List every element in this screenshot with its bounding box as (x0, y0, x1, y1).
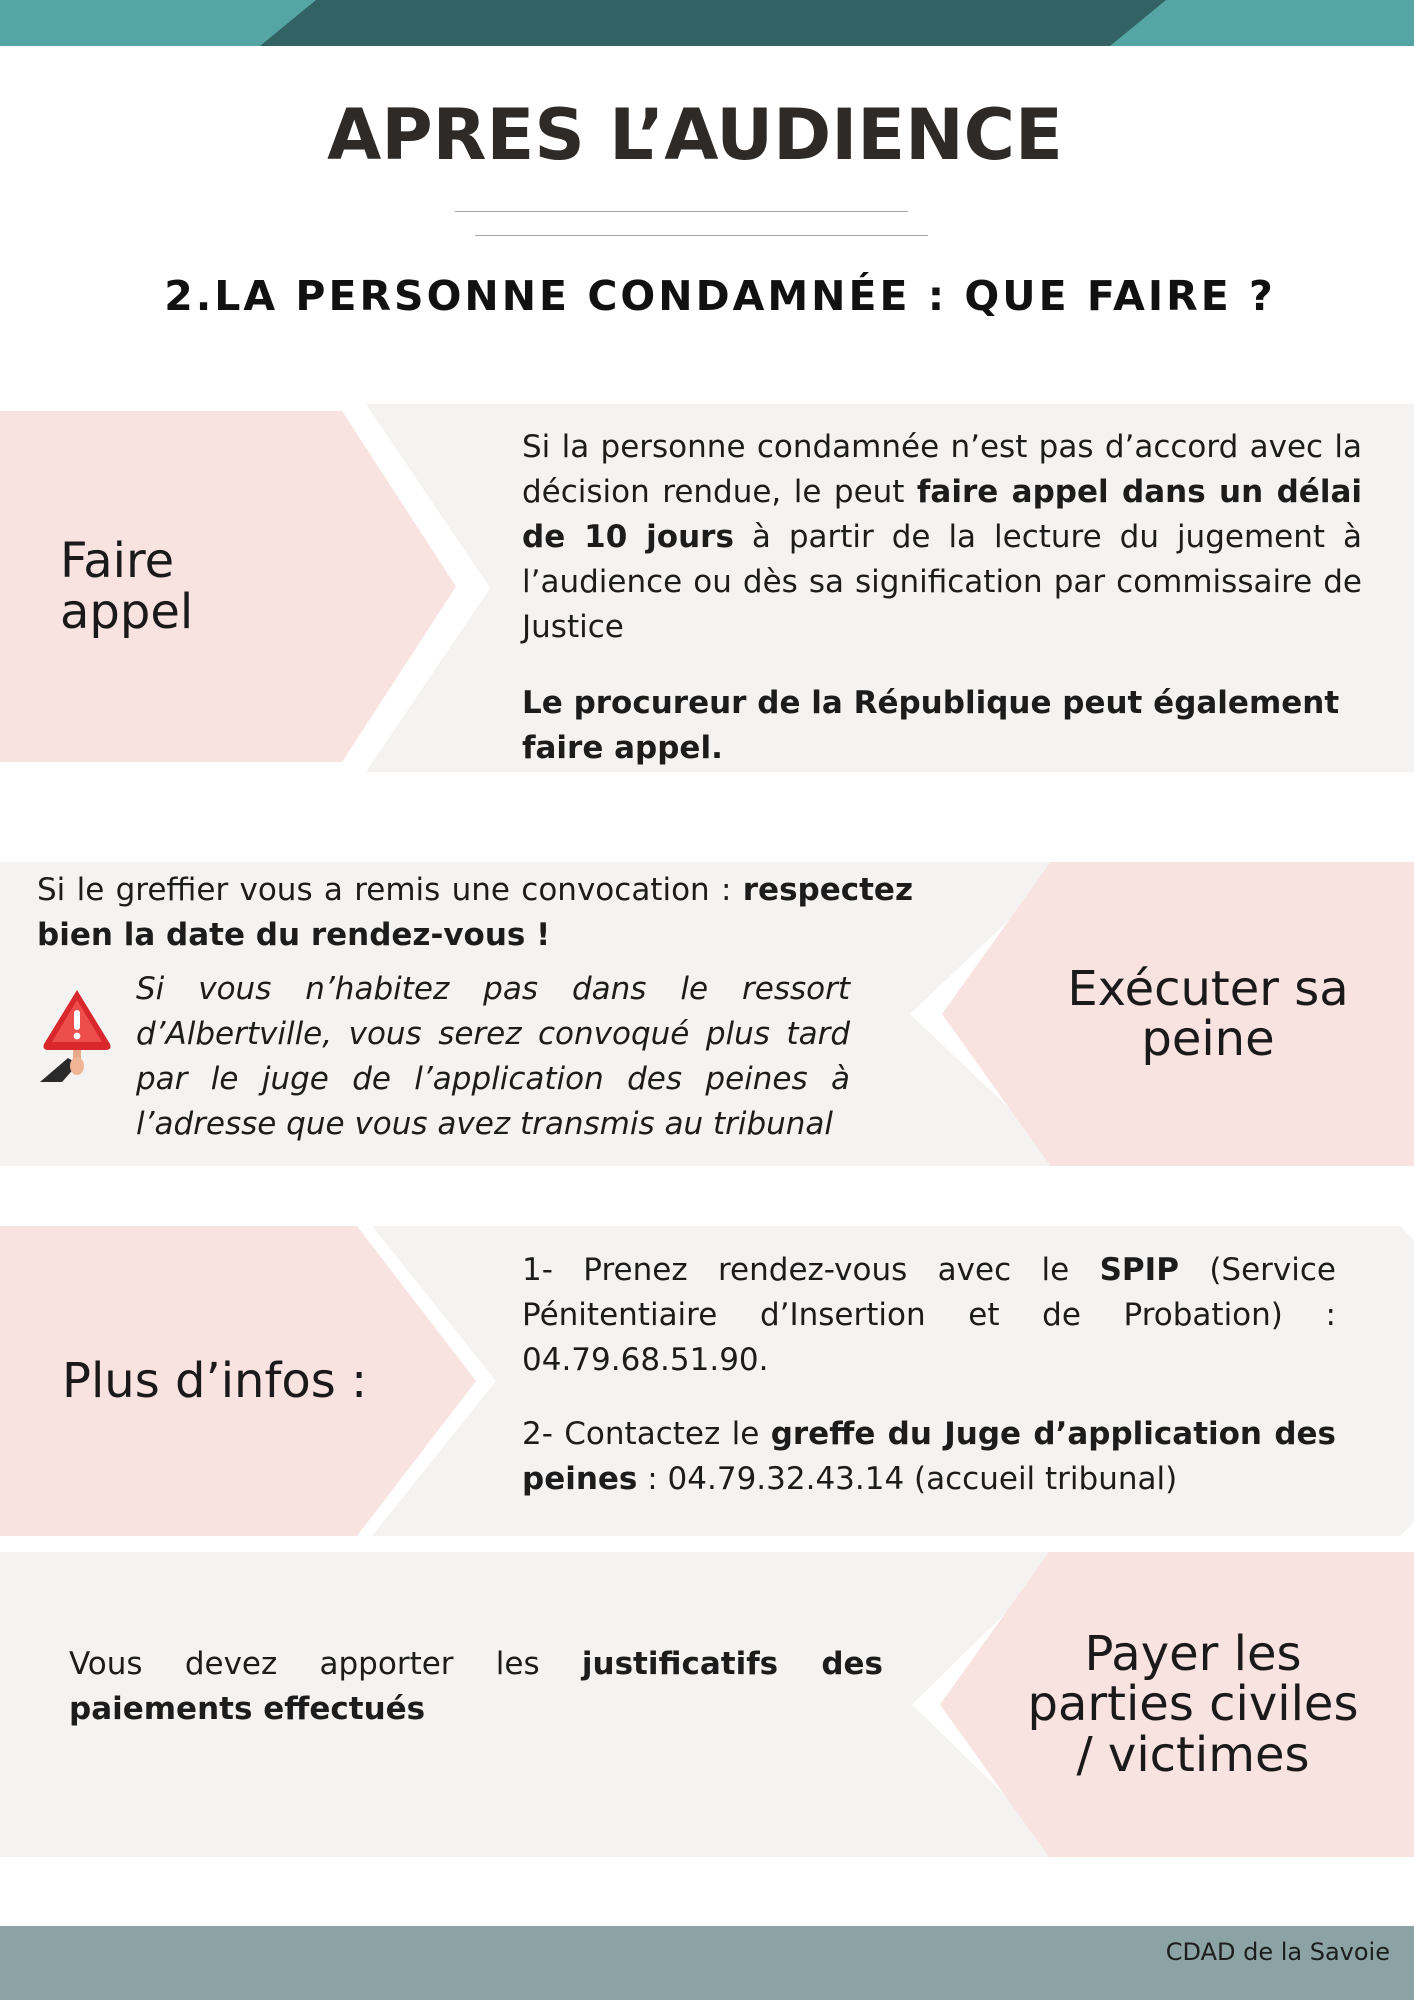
appeal-text-end: à partir de la lecture du jugement à l’audience ou dès sa signification par commissaire de Justice (522, 519, 1362, 645)
sentence-label: Exécuter sa peine (1067, 960, 1349, 1067)
spip-acronym: SPIP (1099, 1252, 1179, 1288)
payment-paragraph (69, 1642, 883, 1732)
payment-emphasis: justificatifs des paiements effectués (69, 1646, 883, 1727)
spip-text-start: 1- Prenez rendez-vous avec le (522, 1252, 1100, 1288)
page-subtitle: 2.LA PERSONNE CONDAMNÉE : QUE FAIRE ? (164, 272, 1276, 320)
footer-organization: CDAD de la Savoie (1165, 1938, 1390, 1966)
info-label: Plus d’infos : (62, 1352, 368, 1409)
warning-paragraph: Si vous n’habitez pas dans le ressort d’Albertville, vous serez convoqué plus tard par le juge de l’application des peines à l’adresse que vous avez transmis au tribunal (136, 971, 850, 1142)
title-divider-upper (455, 211, 908, 212)
convocation-paragraph (37, 868, 913, 958)
payment-label: Payer les parties civiles / victimes (1027, 1625, 1359, 1783)
payment-text: Vous devez apporter les (69, 1646, 582, 1682)
appeal-label: Faire appel (60, 533, 194, 640)
warning-sign-icon (38, 986, 116, 1082)
spip-text-end: (Service Pénitentiaire d’Insertion et de Probation) : 04.79.68.51.90. (522, 1252, 1336, 1378)
convocation-emphasis: respectez bien la date du rendez-vous ! (37, 872, 913, 953)
prosecutor-appeal-note: Le procureur de la République peut également faire appel. (522, 685, 1340, 766)
jap-text-start: 2- Contactez le (522, 1416, 771, 1452)
jap-text-end: : 04.79.32.43.14 (accueil tribunal) (637, 1461, 1178, 1497)
top-banner-accent (260, 0, 1166, 46)
spip-paragraph (522, 1248, 1336, 1383)
appeal-text-start: Si la personne condamnée n’est pas d’accord avec la décision rendue, le peut (522, 429, 1362, 510)
jap-paragraph (522, 1412, 1336, 1502)
appeal-paragraph (522, 425, 1362, 650)
jap-office: greffe du Juge d’application des peines (522, 1416, 1336, 1497)
page-title: APRES L’AUDIENCE (327, 94, 1063, 176)
title-divider-lower (475, 235, 928, 236)
appeal-deadline: faire appel dans un délai de 10 jours (522, 474, 1362, 555)
convocation-text: Si le greffier vous a remis une convocation : (37, 872, 743, 908)
